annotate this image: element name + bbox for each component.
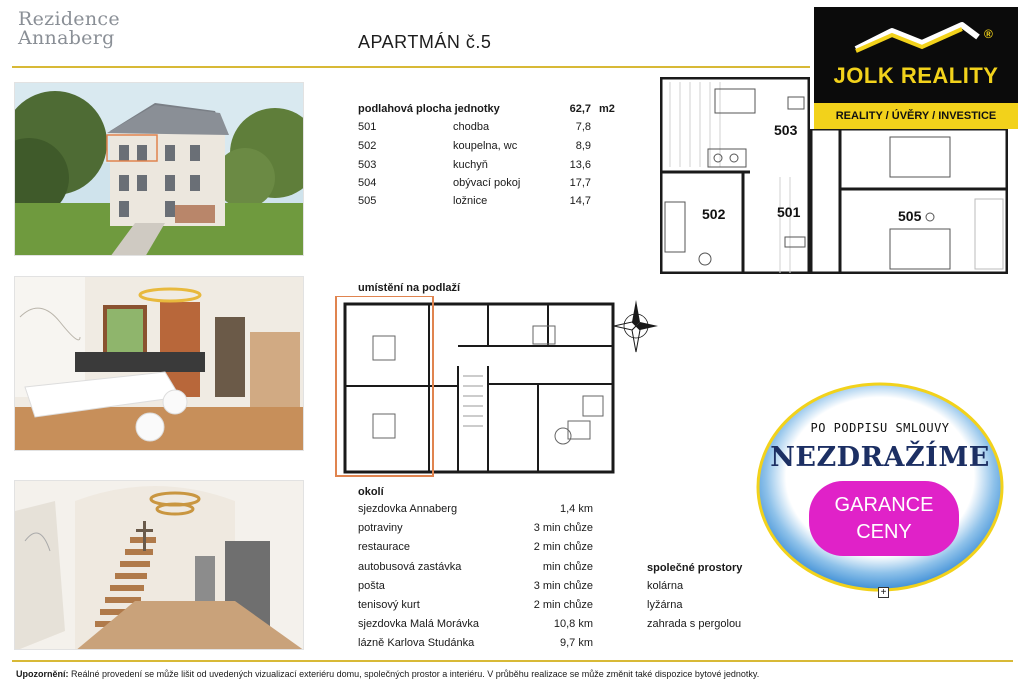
- place-name: potraviny: [358, 522, 403, 534]
- apartment-floorplan: [660, 77, 810, 274]
- surroundings-row: [358, 520, 593, 537]
- place-distance: 9,7 km: [559, 637, 593, 649]
- area-header-label: podlahová plocha jednotky: [358, 103, 500, 115]
- logo-tagline: REALITY / ÚVĚRY / INVESTICE: [814, 103, 1018, 129]
- surroundings-row: [358, 578, 593, 595]
- place-name: lázně Karlova Studánka: [358, 637, 475, 649]
- price-guarantee-badge: [755, 382, 1005, 592]
- surroundings-row: [358, 539, 593, 556]
- room-name: obývací pokoj: [453, 177, 521, 189]
- surroundings-row: [358, 635, 593, 652]
- place-name: tenisový kurt: [358, 599, 420, 611]
- place-distance: 3 min chůze: [533, 522, 593, 534]
- location-heading: umístění na podlaží: [358, 282, 461, 294]
- disclaimer-text: Reálné provedení se může lišit od uvedených vizualizací exteriéru domu, společných prostor a interiéru. V průběhu realizace se může změnit také dispozice bytové jednotky.: [71, 669, 760, 679]
- brand-logo: [18, 10, 120, 48]
- room-name: chodba: [453, 121, 490, 133]
- room-row: [358, 119, 591, 136]
- room-area: 7,8: [575, 121, 591, 133]
- badge-line-2: NEZDRAŽÍME: [770, 442, 990, 473]
- room-area: 8,9: [575, 140, 591, 152]
- place-distance: 1,4 km: [559, 503, 593, 515]
- shared-item: kolárna: [647, 580, 684, 592]
- place-name: autobusová zastávka: [358, 561, 462, 573]
- bottom-divider: [12, 660, 1013, 662]
- pill-line-1: GARANCE: [834, 494, 934, 516]
- floorplan-label-501: 501: [777, 204, 801, 220]
- room-row: [358, 193, 591, 210]
- top-divider: [12, 66, 810, 68]
- place-distance: 2 min chůze: [533, 541, 593, 553]
- room-number: 503: [358, 159, 377, 171]
- brand-line-1: Rezidence: [18, 8, 120, 30]
- room-number: 504: [358, 177, 377, 189]
- plus-icon[interactable]: +: [878, 587, 889, 598]
- pill-line-2: CENY: [856, 521, 912, 543]
- room-row: [358, 175, 591, 192]
- guarantee-pill: [809, 481, 959, 556]
- room-name: ložnice: [453, 195, 488, 207]
- area-header-unit: m2: [599, 103, 615, 115]
- room-area: 13,6: [569, 159, 591, 171]
- room-row: [358, 138, 591, 155]
- registered-mark: ®: [984, 27, 993, 41]
- jolk-reality-logo: [814, 7, 1018, 129]
- surroundings-row: [358, 616, 593, 633]
- area-header-value: 62,7: [569, 103, 591, 115]
- place-distance: 3 min chůze: [533, 580, 593, 592]
- place-name: pošta: [358, 580, 385, 592]
- room-number: 501: [358, 121, 377, 133]
- room-row: [358, 157, 591, 174]
- room-area: 17,7: [569, 177, 591, 189]
- kitchen-photo: [14, 276, 304, 451]
- compass-icon: [612, 298, 660, 354]
- shared-heading: společné prostory: [647, 562, 743, 574]
- logo-name: JOLK REALITY: [833, 63, 999, 88]
- floorplan-label-503: 503: [774, 122, 798, 138]
- apartment-floorplan-right: [810, 129, 1008, 274]
- room-name: kuchyň: [453, 159, 488, 171]
- area-header: [358, 101, 591, 118]
- room-number: 502: [358, 140, 377, 152]
- hallway-photo: [14, 480, 304, 650]
- room-name: koupelna, wc: [453, 140, 518, 152]
- exterior-photo: [14, 82, 304, 256]
- shared-item: lyžárna: [647, 599, 683, 611]
- disclaimer: [16, 669, 759, 679]
- shared-item: zahrada s pergolou: [647, 618, 742, 630]
- room-number: 505: [358, 195, 377, 207]
- page-title: APARTMÁN č.5: [358, 32, 492, 52]
- surroundings-row: [358, 559, 593, 576]
- room-area: 14,7: [569, 195, 591, 207]
- building-floorplan: [333, 296, 618, 478]
- place-name: restaurace: [358, 541, 410, 553]
- place-distance: 2 min chůze: [533, 599, 593, 611]
- surroundings-row: [358, 597, 593, 614]
- place-distance: 10,8 km: [553, 618, 593, 630]
- brand-line-2: Annaberg: [18, 27, 115, 49]
- surroundings-row: [358, 501, 593, 518]
- disclaimer-label: Upozornění:: [16, 669, 69, 679]
- place-name: sjezdovka Annaberg: [358, 503, 458, 515]
- roof-icon: [852, 21, 982, 55]
- place-distance: min chůze: [542, 561, 593, 573]
- floorplan-label-505: 505: [898, 208, 922, 224]
- surroundings-heading: okolí: [358, 486, 384, 498]
- floorplan-label-502: 502: [702, 206, 726, 222]
- badge-line-1: PO PODPISU SMLOUVY: [810, 421, 950, 435]
- place-name: sjezdovka Malá Morávka: [358, 618, 480, 630]
